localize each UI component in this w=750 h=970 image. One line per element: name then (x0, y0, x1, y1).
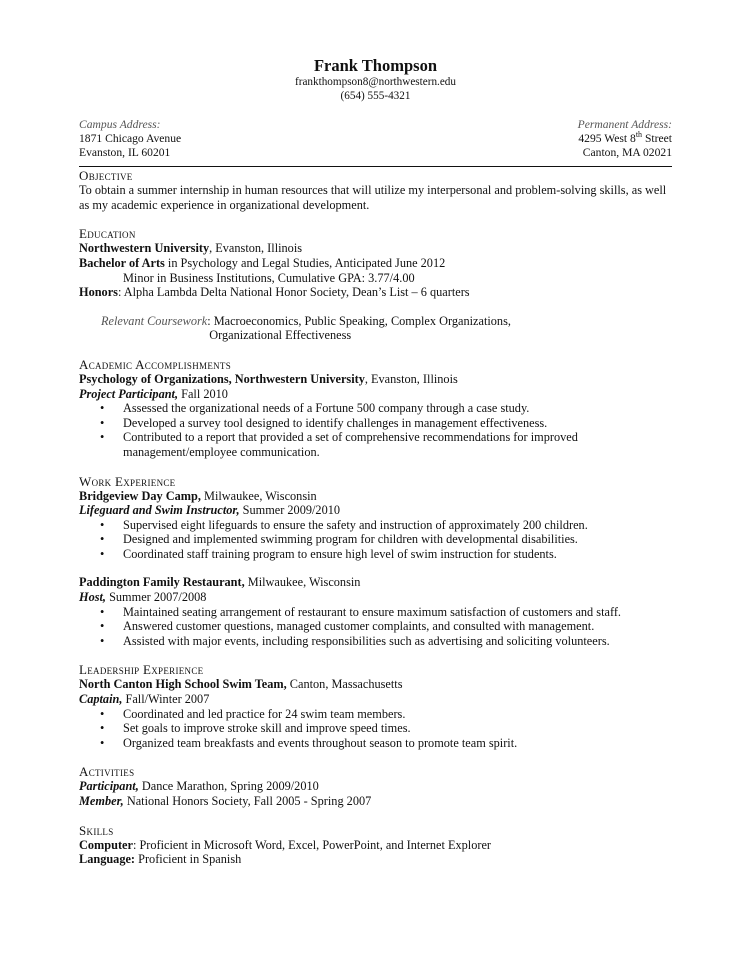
honors-label: Honors (79, 285, 118, 300)
leadership-role-title: Captain, (79, 692, 123, 707)
honors-text: : Alpha Lambda Delta National Honor Society, Dean’s List – 6 quarters (117, 285, 470, 300)
bullet-icon: • (100, 706, 105, 721)
activity-item (79, 779, 672, 794)
academic-role-date: Fall 2010 (178, 386, 228, 401)
bullet-icon: • (100, 633, 105, 648)
list-item (100, 604, 672, 620)
skills-title: Skills (79, 822, 114, 838)
campus-address-line2: Evanston, IL 60201 (79, 146, 171, 160)
degree-type: Bachelor of Arts (79, 255, 165, 270)
objective-title: Objective (79, 168, 133, 184)
activity-text: Dance Marathon, Spring 2009/2010 (138, 779, 319, 794)
campus-address-label: Campus Address: (79, 118, 161, 132)
activity-role: Participant, (79, 779, 139, 794)
bullet-text: Coordinated staff training program to ensure high level of swim instruction for students. (123, 546, 557, 561)
bullet-text: Assisted with major events, including responsibilities such as advertising and soliciting volunteers. (123, 633, 610, 648)
bullet-text: Organized team breakfasts and events throughout season to promote team spirit. (123, 735, 518, 750)
job-org (79, 575, 672, 590)
list-item (100, 546, 672, 562)
education-minor: Minor in Business Institutions, Cumulative GPA: 3.77/4.00 (123, 270, 415, 285)
degree-detail: in Psychology and Legal Studies, Anticipated June 2012 (164, 255, 446, 270)
objective-text: To obtain a summer internship in human resources that will utilize my interpersonal and problem-solving skills, as well as my academic experience in organizational development. (79, 183, 667, 212)
skill-label: Computer (79, 837, 133, 852)
campus-address (79, 118, 181, 160)
campus-address-line1: 1871 Chicago Avenue (79, 132, 182, 146)
list-item (100, 430, 672, 459)
list-item (100, 517, 672, 533)
bullet-icon: • (100, 721, 105, 736)
leadership-role (79, 692, 672, 707)
bullet-text: Contributed to a report that provided a set of comprehensive recommendations for improved management/employee communication. (123, 430, 578, 459)
bullet-text: Supervised eight lifeguards to ensure the safety and instruction of approximately 200 children. (123, 517, 588, 532)
activity-text: National Honors Society, Fall 2005 - Spring 2007 (123, 794, 372, 808)
job-role-title: Host, (79, 590, 106, 605)
bullet-text: Assessed the organizational needs of a Fortune 500 company through a case study. (123, 401, 530, 416)
job-bullets (79, 518, 672, 562)
list-item (100, 532, 672, 547)
school-name: Northwestern University (79, 241, 210, 256)
bullet-icon: • (100, 735, 105, 750)
permanent-address (578, 118, 672, 160)
permanent-address-street: 4295 West 8 (578, 132, 636, 146)
bullet-text: Answered customer questions, managed customer complaints, and consulted with management. (123, 619, 595, 634)
work-job-2 (79, 575, 672, 648)
list-item (100, 735, 672, 751)
bullet-text: Developed a survey tool designed to identify challenges in management effectiveness. (123, 415, 548, 430)
coursework-label: Relevant Coursework (101, 313, 208, 328)
skill-label: Language: (79, 852, 136, 867)
coursework-line2: Organizational Effectiveness (209, 328, 352, 343)
bullet-icon: • (100, 532, 105, 547)
job-date: Summer 2009/2010 (239, 503, 341, 518)
phone: (654) 555-4321 (340, 89, 411, 102)
activities-section (79, 764, 672, 808)
job-location: Milwaukee, Wisconsin (244, 575, 361, 590)
bullet-icon: • (100, 619, 105, 634)
permanent-address-line1 (578, 132, 672, 146)
skill-text: Proficient in Spanish (135, 852, 242, 867)
education-honors (79, 285, 672, 300)
leadership-title: Leadership Experience (79, 662, 204, 678)
leadership-org-name: North Canton High School Swim Team, (79, 677, 287, 692)
education-title: Education (79, 226, 136, 242)
coursework-list (207, 314, 511, 343)
academic-org-name: Psychology of Organizations, Northwestern University (79, 371, 365, 386)
list-item (100, 415, 672, 431)
academic-org-location: , Evanston, Illinois (364, 371, 458, 386)
job-role (79, 590, 672, 605)
leadership-date: Fall/Winter 2007 (122, 692, 210, 707)
bullet-icon: • (100, 546, 105, 561)
activity-role: Member, (79, 794, 124, 808)
activity-item (79, 794, 672, 809)
job-location: Milwaukee, Wisconsin (200, 488, 317, 503)
education-section (79, 226, 672, 343)
leadership-location: Canton, Massachusetts (286, 677, 403, 692)
job-role-title: Lifeguard and Swim Instructor, (79, 503, 240, 518)
list-item (100, 633, 672, 649)
bullet-text: Maintained seating arrangement of restaurant to ensure maximum satisfaction of customers and staff. (123, 604, 621, 619)
work-section (79, 474, 672, 649)
education-coursework (79, 314, 672, 343)
permanent-address-label: Permanent Address: (577, 118, 672, 132)
skill-item (79, 838, 672, 853)
job-role (79, 503, 672, 518)
job-org-name: Paddington Family Restaurant, (79, 575, 245, 590)
leadership-bullets (79, 707, 672, 751)
skills-section (79, 823, 672, 867)
bullet-text: Set goals to improve stroke skill and improve speed times. (123, 721, 411, 736)
academic-org (79, 372, 672, 387)
job-date: Summer 2007/2008 (106, 590, 207, 605)
skill-text: : Proficient in Microsoft Word, Excel, PowerPoint, and Internet Explorer (132, 837, 492, 852)
list-item (100, 706, 672, 722)
academic-title: Academic Accomplishments (79, 356, 232, 372)
school-location: , Evanston, Illinois (209, 241, 303, 256)
bullet-icon: • (100, 415, 105, 430)
academic-section (79, 357, 672, 460)
permanent-address-line2: Canton, MA 02021 (582, 146, 672, 160)
leadership-section (79, 662, 672, 750)
academic-role-title: Project Participant, (79, 386, 179, 401)
education-degree (79, 256, 672, 271)
bullet-text: Designed and implemented swimming program for children with developmental disabilities. (123, 532, 578, 547)
bullet-icon: • (100, 604, 105, 619)
activities-title: Activities (79, 764, 135, 780)
skill-item (79, 852, 672, 867)
academic-role (79, 387, 672, 402)
job-org-name: Bridgeview Day Camp, (79, 488, 201, 503)
permanent-address-street-suffix: Street (642, 132, 672, 146)
education-school (79, 241, 672, 256)
academic-bullets (79, 401, 672, 459)
list-item (100, 619, 672, 634)
list-item (100, 401, 672, 416)
email: frankthompson8@northwestern.edu (295, 76, 456, 88)
coursework-line1: : Macroeconomics, Public Speaking, Complex Organizations, (207, 313, 511, 328)
work-title: Work Experience (79, 473, 176, 489)
bullet-icon: • (100, 517, 105, 532)
work-job-1 (79, 489, 672, 562)
job-org (79, 489, 672, 504)
list-item (100, 721, 672, 736)
job-bullets (79, 605, 672, 649)
bullet-text: Coordinated and led practice for 24 swim team members. (123, 706, 406, 721)
resume-header (79, 56, 672, 103)
bullet-icon: • (100, 430, 105, 445)
candidate-name: Frank Thompson (313, 56, 438, 75)
objective-section (79, 168, 672, 212)
bullet-icon: • (100, 401, 105, 416)
ordinal-suffix: th (635, 130, 643, 140)
header-divider (79, 166, 672, 167)
address-row (79, 118, 672, 160)
leadership-org (79, 677, 672, 692)
